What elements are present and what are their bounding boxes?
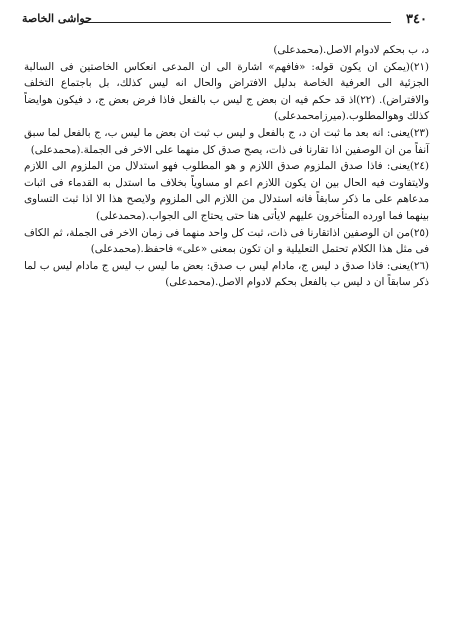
footnotes-body (24, 42, 429, 291)
page-number: ٣٤٠ (406, 12, 427, 27)
header-rule (84, 22, 391, 23)
note-23: (٢٣)یعنی: انه بعد ما ثبت ان د، ج بالفعل و لیس ب ثبت ان بعض ما لیس ب، ج بالفعل لما سبق آنفاً من ان الوصفین اذا تقارنا فی ذات، یصح صدق کل منهما علی الاخر فی الجملة.(محمدعلی) (24, 126, 429, 156)
note-26: (٢٦)یعنی: فاذا صدق د لیس ج، مادام لیس ب صدق: بعض ما لیس ب لیس ج مادام لیس ب لما ذکر سابقاً ان د لیس ب بالفعل بحکم لادوام الاصل.(محمدعلی) (24, 259, 429, 289)
page-header (22, 10, 431, 32)
running-title: حواشی الخاصة (22, 12, 92, 25)
note-21-22: (٢١)(یمکن ان یکون قوله: «فافهم» اشارة الی ان المدعی انعکاس الخاصتین فی السالبة الجزئیة الی العرفیة الخاصة بدلیل الافتراض والحال انه لیس کذلك، بل باجتماع التخلف والافتراض). (٢٢)اذ قد حکم فیه ان بعض ج لیس ب بالفعل فاذا فرض بعض ج، د فیکون هوایضاً کذلك وهوالمطلوب.(میرزامحمدعلی) (24, 60, 430, 123)
note-24: (٢٤)یعنی: فاذا صدق الملزوم صدق اللازم و هو المطلوب فهو استدلال من الملزوم الی اللازم ولایتفاوت فیه الحال بین ان یکون اللازم اعم او مساویاً بخلاف ما استدل به القدماء فی اثبات مدعاهم علی ما ذکر سابقاً فانه استدلال من اللازم الی الملزوم ولایصح هذا الا اذا ثبت التساوی بینهما فما اورده المتأخرون علیهم لایأتی هنا حتی یحتاج الی الجواب.(محمدعلی) (24, 160, 429, 222)
note-25: (٢٥)من ان الوصفین اذاتقارنا فی ذات، ثبت کل واحد منهما فی زمان الاخر فی الجملة، ثم الکاف فی مثل هذا الکلام تحتمل التعلیلیة و ان تکون بمعنی «علی» فاحفظ.(محمدعلی) (24, 226, 429, 256)
note-continuation: د، ب بحکم لادوام الاصل.(محمدعلی) (273, 44, 429, 56)
